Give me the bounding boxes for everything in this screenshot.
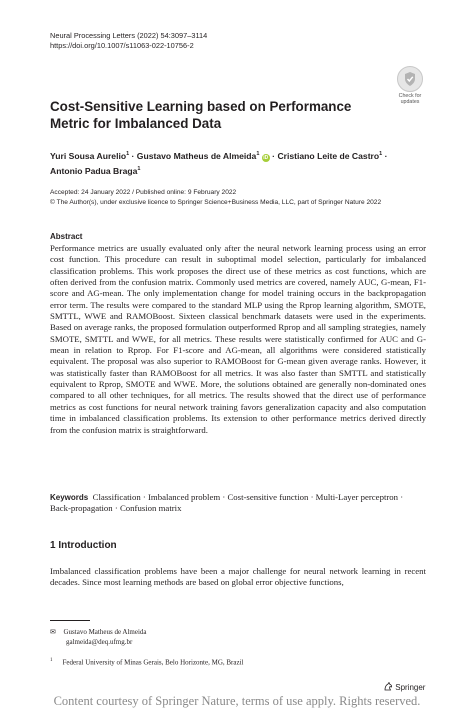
publication-dates — [50, 188, 381, 208]
paper-title: Cost-Sensitive Learning based on Performance Metric for Imbalanced Data — [50, 99, 352, 131]
affiliation-text: Federal University of Minas Gerais, Belo Horizonte, MG, Brazil — [62, 658, 244, 667]
envelope-icon: ✉ — [50, 628, 56, 636]
publisher-logo — [383, 682, 425, 692]
keywords-text: Classification · Imbalanced problem · Cost-sensitive function · Multi-Layer perceptron · Back-propagation · Confusion matrix — [50, 492, 404, 514]
accepted-date: Accepted: 24 January 2022 / Published online: 9 February 2022 — [50, 189, 237, 196]
author-name[interactable]: Antonio Padua Braga — [50, 165, 138, 176]
section-heading: 1 Introduction — [50, 540, 117, 551]
corresponding-author: Gustavo Matheus de Almeida — [63, 628, 147, 636]
author-list: Yuri Sousa Aurelio$^1$ · Gustavo Matheus de Almeida$^1$ iD · Cristiano Leite de Castro$^1$ · Antonio Padua Braga$^1$ — [50, 150, 388, 176]
journal-citation: Neural Processing Letters (2022) 54:3097–3114 — [50, 31, 208, 40]
keywords-block — [50, 492, 426, 515]
check-updates-icon — [397, 66, 423, 92]
abstract-text: Performance metrics are usually evaluated only after the neural network learning process using an error cost function. This procedure can result in suboptimal model selection, particularly for imbalanced classification problems. This work proposes the direct use of these metrics as cost functions, which are often derived from the confusion matrix. Commonly used metrics are covered, namely AUC, G-mean, F1-score and AG-mean. The only implementation change for model training occurs in the backpropagation error term. The results were compared to the standard MLP using the Rprop learning algorithm, SMOTE, SMTTL, WWE and RAMOBoost. Sixteen classical benchmark datasets were used in the experiments. Based on average ranks, the proposed formulation outperformed Rprop and all sampling strategies, namely SMOTE, SMTTL and WWE, for all metrics. These results were statistically confirmed for AUC and G-mean in relation to Rprop. For F1-score and AG-mean, all algorithms were considered statistically equivalent. The proposal was also superior to RAMOBoost for G-mean given average ranks. However, it was statistically faster than RAMOBoost for all metrics. It was also faster than SMTTL and statistically equivalent to Rprop, SMOTE and WWE. More, the solutions obtained are generally non-dominated ones compared to all other techniques, for all metrics. The results showed that the direct use of performance metrics as cost functions for neural network training favors generalization capacity and also computation time in imbalanced classification problems. Its extension to other performance metrics derived directly from the confusion matrix is straightforward. — [50, 243, 426, 435]
abstract-heading: Abstract — [50, 232, 83, 241]
author-name[interactable]: Yuri Sousa Aurelio — [50, 150, 127, 161]
courtesy-notice: Content courtesy of Springer Nature, terms of use apply. Rights reserved. — [53, 694, 421, 708]
doi-link[interactable]: https://doi.org/10.1007/s11063-022-10756-2 — [50, 41, 194, 50]
footnote-rule — [50, 620, 90, 621]
intro-text: Imbalanced classification problems have been a major challenge for neural network learning in recent decades. Since most learning methods are based on global error objective functions, — [50, 566, 426, 588]
badge-label: Check for updates — [398, 93, 422, 105]
author-name[interactable]: Gustavo Matheus de Almeida — [136, 150, 257, 161]
springer-horse-icon — [383, 682, 393, 691]
email-link[interactable]: galmeida@deq.ufmg.br — [66, 638, 133, 646]
publisher-name: Springer — [395, 683, 426, 692]
orcid-icon[interactable]: iD — [263, 154, 269, 161]
keywords-label: Keywords — [50, 493, 89, 502]
correspondence-block — [50, 627, 147, 647]
copyright-line: © The Author(s), under exclusive licence to Springer Science+Business Media, LLC, part of Springer Nature 2022 — [50, 199, 382, 206]
journal-header — [50, 31, 207, 51]
affiliation-footnote: $^1$ Federal University of Minas Gerais, Belo Horizonte, MG, Brazil — [50, 658, 244, 667]
check-for-updates-badge[interactable] — [393, 66, 427, 105]
author-name[interactable]: Cristiano Leite de Castro — [277, 150, 380, 161]
